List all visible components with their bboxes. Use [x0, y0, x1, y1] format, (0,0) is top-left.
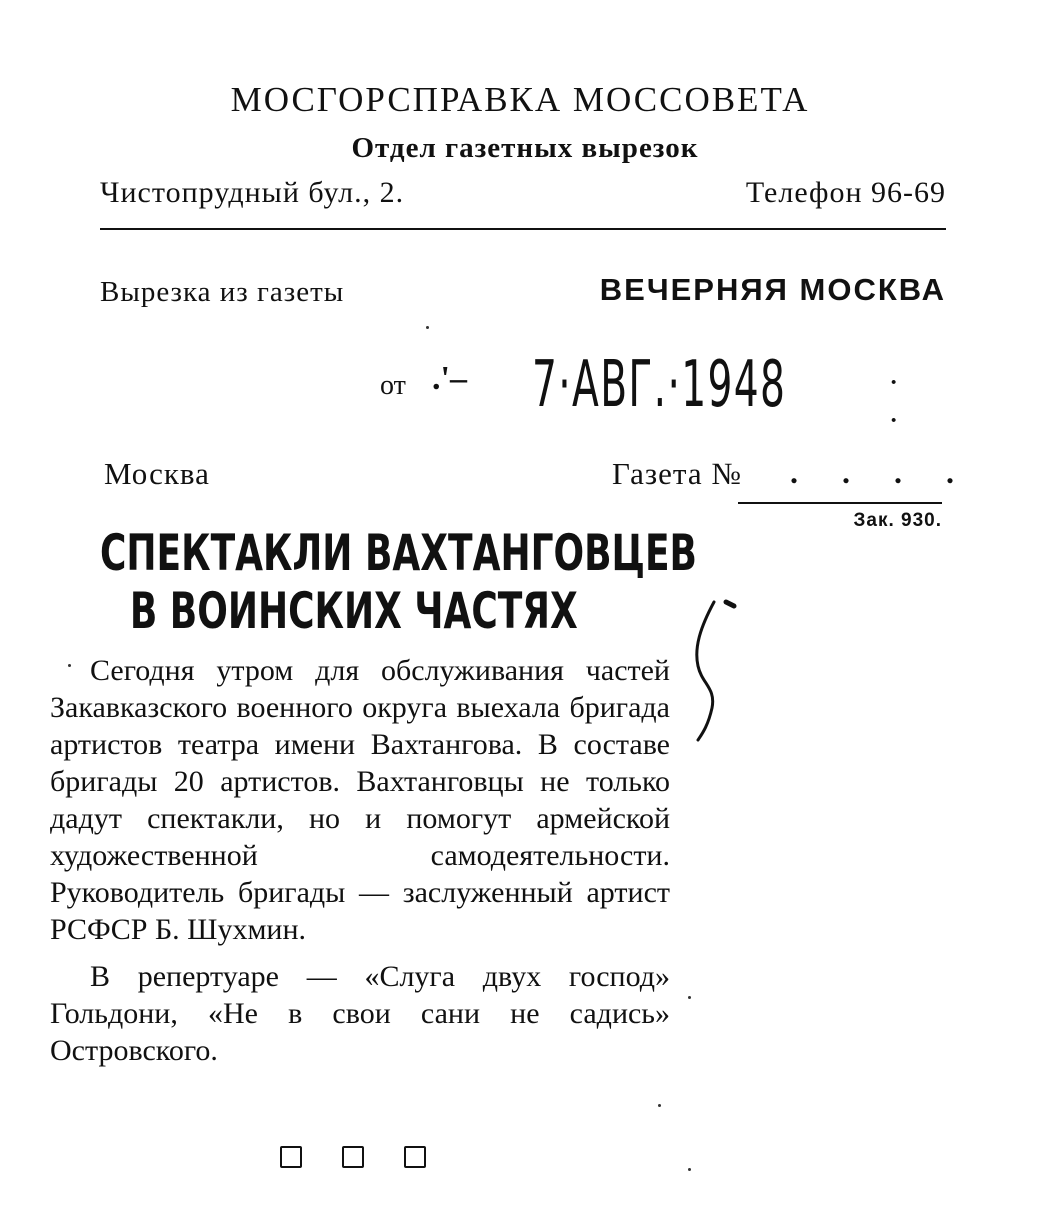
article-headline [100, 524, 697, 640]
pencil-bracket-mark [680, 588, 750, 758]
end-of-article-marks [280, 1146, 440, 1170]
newspaper-name: ВЕЧЕРНЯЯ МОСКВА [599, 272, 946, 307]
issue-number-dots: . . . . [790, 454, 972, 490]
end-square-icon [280, 1146, 302, 1168]
date-trailer-dots: · · [888, 364, 914, 439]
date-stamp-row [380, 348, 960, 439]
organization-name: МОСГОРСПРАВКА МОССОВЕТА [230, 80, 810, 119]
headline-line-1: СПЕКТАКЛИ ВАХТАНГОВЦЕВ [100, 524, 697, 582]
order-number: Зак. 930. [853, 510, 942, 531]
date-stamp: 7·АВГ.·1948 [532, 348, 787, 422]
department-name: Отдел газетных вырезок [351, 132, 699, 164]
date-dash: .'– [432, 360, 467, 397]
article-body [50, 652, 670, 1069]
article-paragraph-1: Сегодня утром для обслуживания частей Закавказского военного округа выехала бригада артистов театра имени Вахтангова. В составе бригады 20 артистов. Вахтанговцы не только дадут спектакли, но и помогут армейской художественной самодеятельности. Руководитель бригады — заслуженный артист РСФСР Б. Шухмин. [50, 654, 670, 946]
article-paragraph-2: В репертуаре — «Слуга двух господ» Гольдони, «Не в свои сани не садись» Островского. [50, 960, 670, 1067]
header-divider [100, 228, 946, 230]
address: Чистопрудный бул., 2. [100, 176, 405, 209]
issue-label: Газета № [612, 456, 742, 491]
issue-divider [738, 502, 942, 504]
phone-number: Телефон 96-69 [745, 176, 946, 209]
city: Москва [104, 456, 210, 491]
date-prefix: от [380, 370, 406, 401]
end-square-icon [404, 1146, 426, 1168]
clipping-source-label: Вырезка из газеты [100, 276, 345, 308]
end-square-icon [342, 1146, 364, 1168]
headline-line-2: В ВОИНСКИХ ЧАСТЯХ [129, 582, 578, 640]
